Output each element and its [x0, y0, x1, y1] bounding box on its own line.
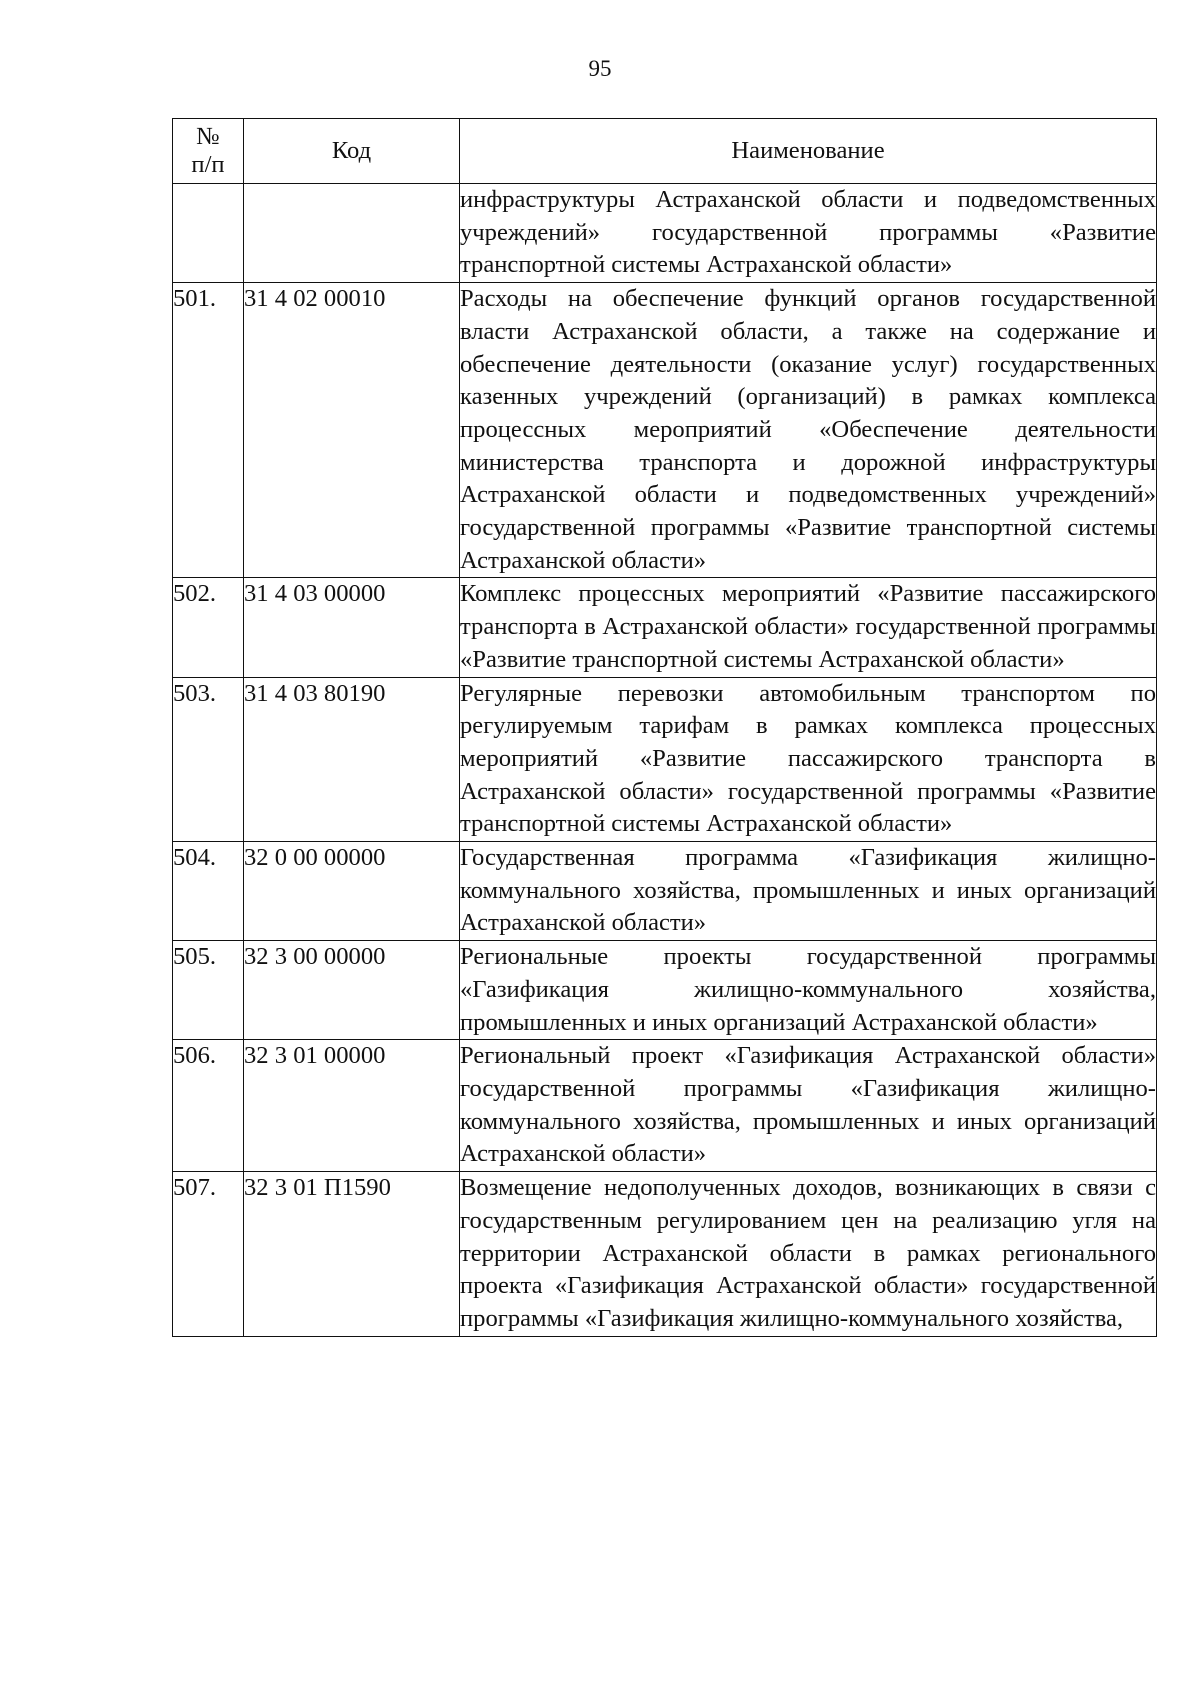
row-number: 507.	[173, 1172, 244, 1337]
row-name: инфраструктуры Астраханской области и подведомственных учреждений» государственной программы «Развитие транспортной системы Астраханской области»	[460, 184, 1157, 283]
row-code	[244, 184, 460, 283]
table-header-row	[173, 119, 1157, 184]
header-number	[173, 119, 244, 184]
row-number: 503.	[173, 677, 244, 842]
row-name: Возмещение недополученных доходов, возникающих в связи с государственным регулированием цен на реализацию угля на территории Астраханской области в рамках регионального проекта «Газификация Астраханской области» государственной программы «Газификация жилищно-коммунального хозяйства,	[460, 1172, 1157, 1337]
row-code: 31 4 03 80190	[244, 677, 460, 842]
table-row-continuation	[173, 184, 1157, 283]
table-row	[173, 1172, 1157, 1337]
row-name: Региональные проекты государственной программы «Газификация жилищно-коммунального хозяйства, промышленных и иных организаций Астраханской области»	[460, 941, 1157, 1040]
row-name: Региональный проект «Газификация Астраханской области» государственной программы «Газификация жилищно-коммунального хозяйства, промышленных и иных организаций Астраханской области»	[460, 1040, 1157, 1172]
row-name: Регулярные перевозки автомобильным транспортом по регулируемым тарифам в рамках комплекса процессных мероприятий «Развитие пассажирского транспорта в Астраханской области» государственной программы «Развитие транспортной системы Астраханской области»	[460, 677, 1157, 842]
page-number: 95	[588, 56, 612, 81]
header-code: Код	[244, 119, 460, 184]
row-number	[173, 184, 244, 283]
row-code: 32 0 00 00000	[244, 842, 460, 941]
table-row	[173, 941, 1157, 1040]
row-code: 32 3 01 П1590	[244, 1172, 460, 1337]
budget-code-table	[172, 118, 1157, 1337]
row-number: 501.	[173, 283, 244, 578]
row-name: Комплекс процессных мероприятий «Развитие пассажирского транспорта в Астраханской области» государственной программы «Развитие транспортной системы Астраханской области»	[460, 578, 1157, 677]
table-row	[173, 677, 1157, 842]
header-name: Наименование	[460, 119, 1157, 184]
row-code: 31 4 03 00000	[244, 578, 460, 677]
row-code: 32 3 00 00000	[244, 941, 460, 1040]
table-row	[173, 283, 1157, 578]
row-number: 506.	[173, 1040, 244, 1172]
row-name: Расходы на обеспечение функций органов государственной власти Астраханской области, а также на содержание и обеспечение деятельности (оказание услуг) государственных казенных учреждений (организаций) в рамках комплекса процессных мероприятий «Обеспечение деятельности министерства транспорта и дорожной инфраструктуры Астраханской области и подведомственных учреждений» государственной программы «Развитие транспортной системы Астраханской области»	[460, 283, 1157, 578]
row-number: 502.	[173, 578, 244, 677]
table-row	[173, 578, 1157, 677]
table-row	[173, 1040, 1157, 1172]
row-number: 505.	[173, 941, 244, 1040]
row-code: 32 3 01 00000	[244, 1040, 460, 1172]
row-name: Государственная программа «Газификация жилищно-коммунального хозяйства, промышленных и иных организаций Астраханской области»	[460, 842, 1157, 941]
table-row	[173, 842, 1157, 941]
row-code: 31 4 02 00010	[244, 283, 460, 578]
header-number-sign: №	[196, 123, 220, 150]
header-number-abbr: п/п	[191, 151, 225, 178]
row-number: 504.	[173, 842, 244, 941]
